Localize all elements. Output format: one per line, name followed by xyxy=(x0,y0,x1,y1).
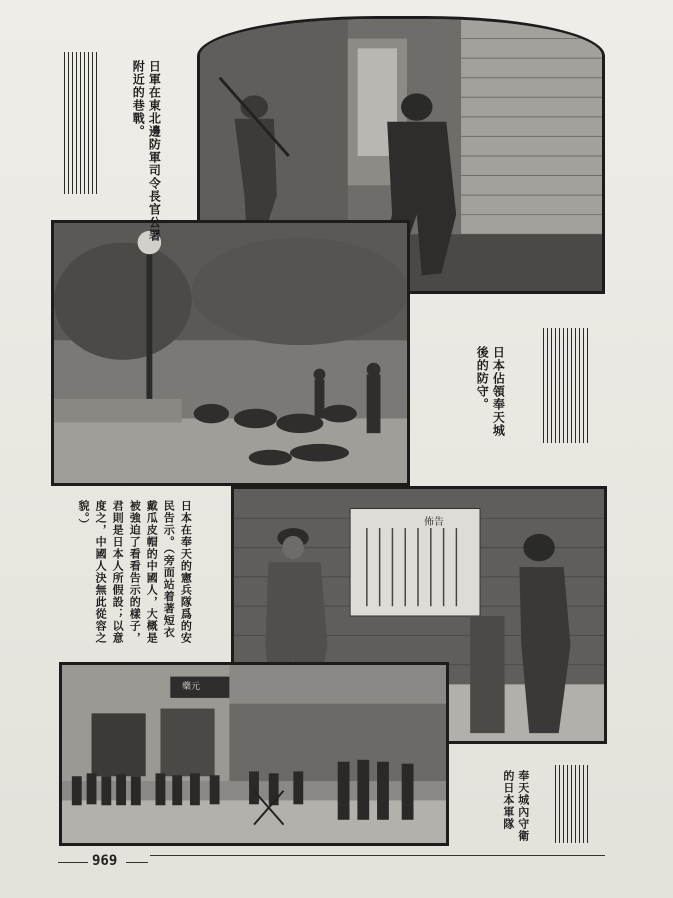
photo-city-troops-image xyxy=(62,665,446,843)
photo-city-defense-image xyxy=(54,223,407,483)
hatch-ornament-top-left xyxy=(64,52,98,194)
shop-sign-text: 藥元 xyxy=(182,682,201,692)
hatch-ornament-middle-right xyxy=(543,328,588,443)
caption-city-troops: 奉天城內守衛的日本軍隊 xyxy=(501,770,530,842)
page-number: 969 xyxy=(92,853,118,869)
notice-title: 佈告 xyxy=(424,517,444,528)
photo-city-defense xyxy=(51,220,410,486)
caption-police-notice: 日本在奉天的憲兵隊爲的安民告示。（旁面站着著短衣戴瓜皮帽的中國人，大概是被強迫了看看告示的樣子，君則是日本人所假設；以意度之，中國人決無此從容之貌。） xyxy=(77,500,193,644)
footer-rule-left xyxy=(58,862,88,863)
hatch-ornament-bottom-right xyxy=(555,765,588,843)
caption-street-fighting: 日軍在東北邊防軍司令長官公署附近的巷戰。 xyxy=(131,60,162,242)
photo-city-troops xyxy=(59,662,449,846)
footer-rule-main xyxy=(150,855,605,856)
footer-rule-right xyxy=(126,862,148,863)
caption-city-defense: 日本佔領奉天城後的防守。 xyxy=(475,346,506,437)
